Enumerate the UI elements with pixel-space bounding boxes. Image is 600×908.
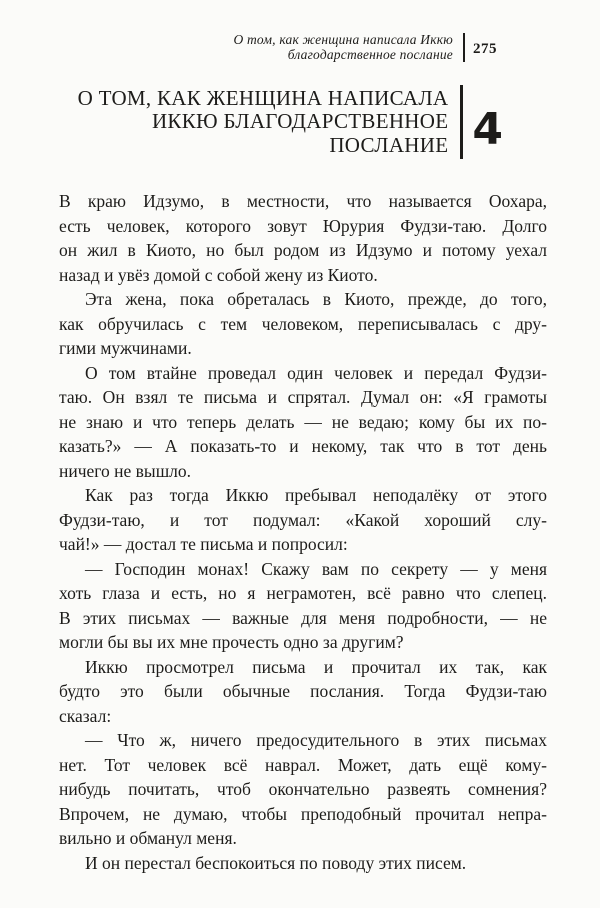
body-line: Иккю просмотрел письма и прочитал их так, как xyxy=(85,656,547,677)
paragraph xyxy=(59,851,547,876)
body-line: Эта жена, пока обреталась в Киото, прежде, до того, xyxy=(85,289,547,309)
body-line: назад и увёз домой с собой жену из Киото. xyxy=(59,264,378,285)
body-line: вильно и обманул меня. xyxy=(59,828,237,848)
chapter-number: 4 xyxy=(472,104,503,155)
paragraph xyxy=(59,655,547,729)
body-line: таю. Он взял те письма и спрятал. Думал он: «Я грамоты xyxy=(59,387,547,407)
chapter-title xyxy=(78,87,461,158)
chapter-heading xyxy=(78,85,503,159)
body-line: могли бы вы их мне прочесть одно за другим? xyxy=(59,632,404,652)
running-head-text xyxy=(233,32,463,62)
chapter-title-line: ИККЮ БЛАГОДАРСТВЕННОЕ xyxy=(151,109,449,134)
page-number: 275 xyxy=(473,40,497,57)
body-line: Как раз тогда Иккю пребывал неподалёку от этого xyxy=(85,485,547,505)
body-line: он жил в Киото, но был родом из Идзумо и потому уехал xyxy=(59,240,547,260)
body-line: — Господин монах! Скажу вам по секрету — у меня xyxy=(85,558,547,579)
body-line: Фудзи-таю, и тот подумал: «Какой хороший слу- xyxy=(59,509,547,530)
body-line: не знаю и что теперь делать — не ведаю; кому бы их по- xyxy=(59,411,547,432)
body-line: О том втайне проведал один человек и передал Фудзи- xyxy=(85,362,547,383)
running-head xyxy=(233,32,497,62)
paragraph xyxy=(59,361,547,484)
chapter-divider xyxy=(460,85,463,159)
body-line: будто это были обычные послания. Тогда Фудзи-таю xyxy=(59,681,547,701)
body-line: ничего не вышло. xyxy=(59,460,192,481)
paragraph xyxy=(59,483,547,557)
running-head-divider xyxy=(463,33,465,62)
body-line: хоть глаза и есть, но я неграмотен, всё равно что слепец. xyxy=(59,583,547,603)
body-line: И он перестал беспокоиться по поводу этих писем. xyxy=(85,852,467,873)
body-line: нибудь почитать, чтоб окончательно развеять сомнения? xyxy=(59,779,547,799)
running-head-line: О том, как женщина написала Иккю xyxy=(233,32,453,47)
body-line: казать?» — А показать-то и некому, так что в тот день xyxy=(59,436,547,456)
paragraph xyxy=(59,189,547,287)
paragraph xyxy=(59,557,547,655)
body-line: чай!» — достал те письма и попросил: xyxy=(59,534,348,554)
body-line: сказал: xyxy=(59,705,112,726)
body-line: как обручилась с тем человеком, переписывалась с дру- xyxy=(59,313,547,334)
body-line: В этих письмах — важные для меня подробности, — не xyxy=(59,607,547,628)
chapter-title-line: ПОСЛАНИЕ xyxy=(329,132,449,157)
chapter-title-line: О ТОМ, КАК ЖЕНЩИНА НАПИСАЛА xyxy=(77,85,449,110)
body-line: В краю Идзумо, в местности, что называется Оохара, xyxy=(59,191,547,211)
body-line: Впрочем, не думаю, чтобы преподобный прочитал непра- xyxy=(59,803,547,824)
paragraph xyxy=(59,728,547,851)
body-line: гими мужчинами. xyxy=(59,338,192,358)
body-line: — Что ж, ничего предосудительного в этих письмах xyxy=(85,730,547,750)
body-line: нет. Тот человек всё наврал. Может, дать ещё кому- xyxy=(59,754,547,775)
body-line: есть человек, которого зовут Юрурия Фудзи-таю. Долго xyxy=(59,215,547,236)
paragraph xyxy=(59,287,547,361)
body-text xyxy=(59,189,547,875)
running-head-line: благодарственное послание xyxy=(287,47,453,62)
